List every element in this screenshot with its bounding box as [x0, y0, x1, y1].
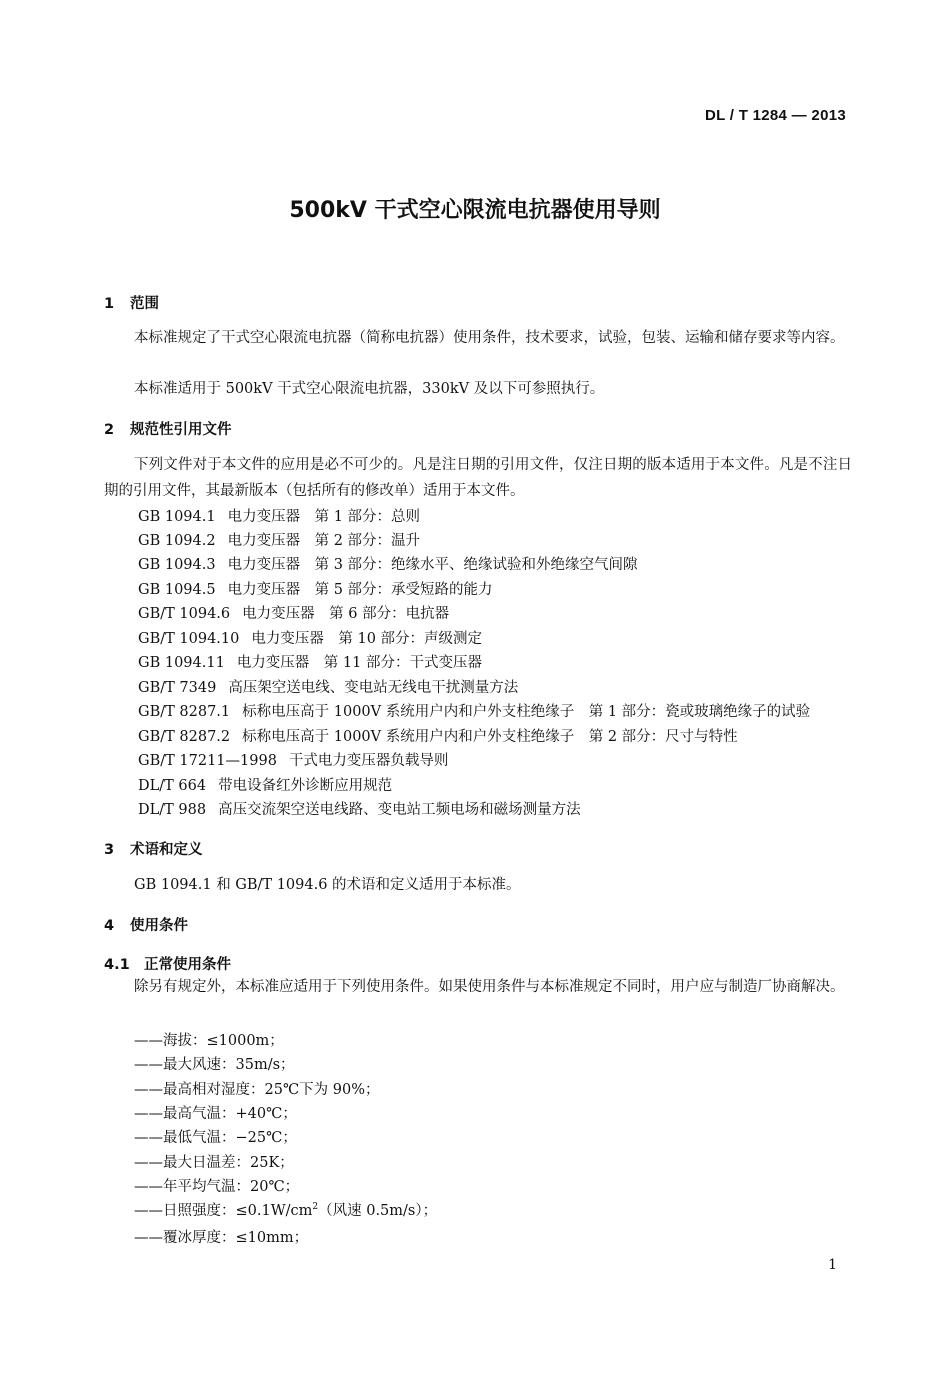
subsection-4-1-paragraph-1: 除另有规定外，本标准应适用于下列使用条件。如果使用条件与本标准规定不同时，用户应与制造厂协商解决。 [134, 979, 845, 995]
reference-code: GB/T 8287.1 [138, 704, 231, 720]
reference-item [138, 700, 810, 721]
reference-item [138, 676, 518, 697]
superscript: 2 [312, 1202, 319, 1213]
section-number: 3 [104, 842, 115, 858]
reference-code: GB/T 7349 [138, 680, 217, 696]
reference-code: GB 1094.11 [138, 655, 225, 671]
section-title: 规范性引用文件 [130, 422, 232, 438]
reference-code: DL/T 988 [138, 802, 207, 818]
reference-code: GB 1094.5 [138, 582, 216, 598]
reference-item [138, 602, 449, 623]
section-2-paragraph-1: 下列文件对于本文件的应用是必不可少的。凡是注日期的引用文件，仅注日期的版本适用于本文件。凡是不注日期的引用文件，其最新版本（包括所有的修改单）适用于本文件。 [104, 457, 852, 499]
reference-code: GB 1094.1 [138, 509, 216, 525]
reference-title: 电力变压器 第 3 部分：绝缘水平、绝缘试验和外绝缘空气间隙 [227, 557, 638, 573]
reference-title: 电力变压器 第 2 部分：温升 [227, 533, 421, 549]
reference-item [138, 578, 493, 599]
reference-title: 标称电压高于 1000V 系统用户内和户外支柱绝缘子 第 2 部分：尺寸与特性 [242, 729, 738, 745]
standard-code: DL / T 1284 — 2013 [704, 107, 846, 124]
reference-code: GB 1094.2 [138, 533, 216, 549]
reference-title: 标称电压高于 1000V 系统用户内和户外支柱绝缘子 第 1 部分：瓷或玻璃绝缘子的试验 [242, 704, 811, 720]
section-title: 术语和定义 [130, 842, 203, 858]
reference-item [138, 529, 420, 550]
reference-code: GB 1094.3 [138, 557, 216, 573]
reference-title: 电力变压器 第 10 部分：声级测定 [251, 631, 483, 647]
condition-item: ——海拔：≤1000m； [134, 1033, 284, 1049]
condition-item: ——最高相对湿度：25℃下为 90%； [134, 1082, 380, 1098]
document-title: 500kV 干式空心限流电抗器使用导则 [289, 198, 661, 223]
reference-title: 带电设备红外诊断应用规范 [218, 778, 393, 794]
reference-title: 电力变压器 第 6 部分：电抗器 [242, 606, 450, 622]
reference-code: GB/T 8287.2 [138, 729, 231, 745]
section-title: 范围 [130, 296, 159, 312]
reference-title: 电力变压器 第 5 部分：承受短路的能力 [227, 582, 493, 598]
condition-item: ——最大风速：35m/s； [134, 1057, 295, 1073]
reference-item [138, 553, 638, 574]
reference-code: GB/T 17211—1998 [138, 753, 277, 769]
section-title: 使用条件 [130, 918, 188, 934]
condition-item: ——年平均气温：20℃； [134, 1179, 300, 1195]
section-4-heading [104, 914, 188, 935]
subsection-title: 正常使用条件 [144, 957, 231, 973]
reference-code: GB/T 1094.10 [138, 631, 240, 647]
subsection-4-1-heading [104, 953, 231, 974]
reference-item [138, 798, 581, 819]
reference-item [138, 725, 738, 746]
reference-item [138, 749, 448, 770]
section-1-heading [104, 292, 159, 313]
condition-text: ——日照强度：≤0.1W/cm [134, 1203, 313, 1219]
section-number: 2 [104, 422, 115, 438]
reference-title: 高压架空送电线、变电站无线电干扰测量方法 [228, 680, 519, 696]
reference-title: 电力变压器 第 11 部分：干式变压器 [236, 655, 482, 671]
subsection-number: 4.1 [104, 957, 130, 973]
section-2-heading [104, 418, 232, 439]
section-3-paragraph-1: GB 1094.1 和 GB/T 1094.6 的术语和定义适用于本标准。 [134, 877, 521, 893]
section-number: 1 [104, 296, 115, 312]
reference-item [138, 774, 392, 795]
condition-item: ——最高气温：+40℃； [134, 1106, 297, 1122]
section-number: 4 [104, 918, 115, 934]
condition-text: （风速 0.5m/s）； [318, 1203, 438, 1219]
reference-title: 高压交流架空送电线路、变电站工频电场和磁场测量方法 [218, 802, 581, 818]
section-1-paragraph-2: 本标准适用于 500kV 干式空心限流电抗器，330kV 及以下可参照执行。 [134, 381, 605, 397]
condition-item: ——最低气温：−25℃； [134, 1130, 297, 1146]
section-3-heading [104, 838, 203, 859]
page-number: 1 [828, 1257, 837, 1273]
reference-code: GB/T 1094.6 [138, 606, 231, 622]
reference-code: DL/T 664 [138, 778, 207, 794]
condition-item: ——最大日温差：25K； [134, 1155, 294, 1171]
reference-title: 干式电力变压器负载导则 [288, 753, 449, 769]
reference-item [138, 505, 420, 526]
section-1-paragraph-1: 本标准规定了干式空心限流电抗器（简称电抗器）使用条件，技术要求，试验，包装、运输和储存要求等内容。 [134, 330, 845, 346]
reference-item [138, 651, 482, 672]
condition-item: ——覆冰厚度：≤10mm； [134, 1230, 309, 1246]
condition-item-solar [134, 1199, 437, 1220]
reference-title: 电力变压器 第 1 部分：总则 [227, 509, 421, 525]
reference-item [138, 627, 482, 648]
